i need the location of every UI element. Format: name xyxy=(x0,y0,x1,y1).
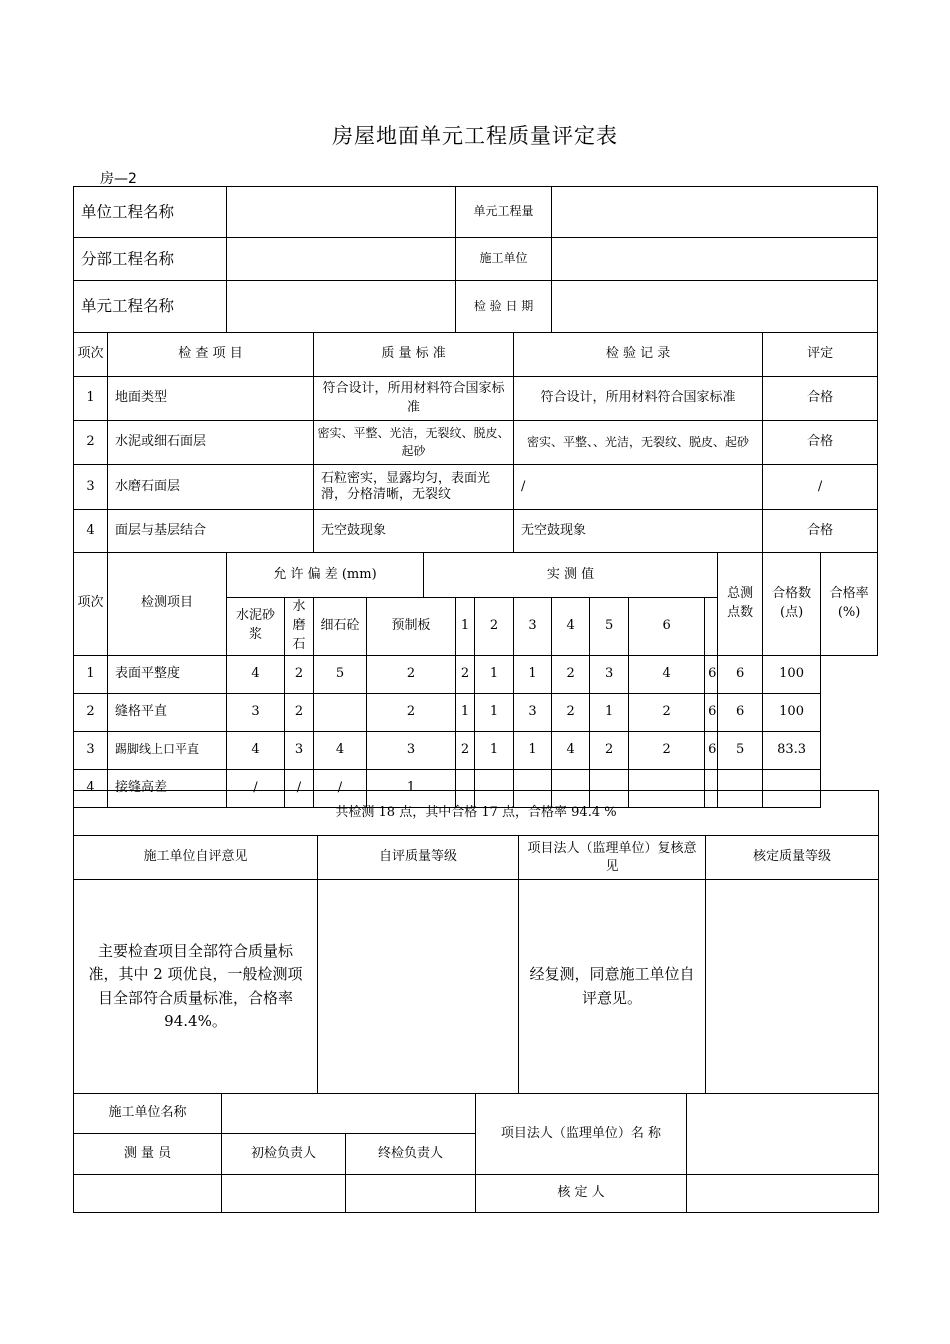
row-no: 2 xyxy=(74,693,108,731)
opinion-content-row xyxy=(74,880,879,1094)
summary-row xyxy=(74,791,879,836)
self-eval-text[interactable]: 主要检查项目全部符合质量标准，其中 2 项优良，一般检测项目全部符合质量标准，合格率 94.4%。 xyxy=(74,880,318,1094)
tol-cell: 2 xyxy=(367,655,456,693)
value-cell[interactable]: 3 xyxy=(514,693,552,731)
meas-col-header: 1 xyxy=(456,598,475,656)
pass-rate-header: 合格率(%) xyxy=(821,553,878,656)
unit-eng-qty-label: 单元工程量 xyxy=(456,187,552,238)
tol-col-header: 水泥砂浆 xyxy=(227,598,285,656)
initial-inspector-label: 初检负责人 xyxy=(222,1134,346,1175)
header-row-2 xyxy=(74,238,878,281)
col-rating-header: 评定 xyxy=(763,333,878,377)
contractor-name-label: 施工单位名称 xyxy=(74,1094,222,1134)
value-cell[interactable]: 1 xyxy=(456,693,475,731)
tol-col-header: 预制板 xyxy=(367,598,456,656)
tol-cell: 3 xyxy=(227,693,285,731)
tol-cell xyxy=(314,693,367,731)
measure-row xyxy=(74,731,878,769)
total-points-header: 总测点数 xyxy=(718,553,763,656)
sign-row-3 xyxy=(74,1175,879,1213)
row-record[interactable]: 符合设计，所用材料符合国家标准 xyxy=(514,377,763,421)
row-standard: 符合设计，所用材料符合国家标准 xyxy=(314,377,514,421)
tol-cell: 1 xyxy=(367,769,456,807)
value-cell[interactable]: 1 xyxy=(514,731,552,769)
meas-col-header: 4 xyxy=(552,598,590,656)
rate-cell[interactable]: 100 xyxy=(763,693,821,731)
measure-header-1 xyxy=(74,553,878,598)
row-rating[interactable]: 合格 xyxy=(763,377,878,421)
header-row-3 xyxy=(74,281,878,333)
self-grade-text[interactable] xyxy=(318,880,519,1094)
pass-cell[interactable]: 6 xyxy=(718,655,763,693)
sub-project-value[interactable] xyxy=(227,238,456,281)
form-code: 房—2 xyxy=(100,171,137,187)
review-text[interactable]: 经复测，同意施工单位自评意见。 xyxy=(519,880,706,1094)
self-eval-label: 施工单位自评意见 xyxy=(74,836,318,880)
col-no-header: 项次 xyxy=(74,333,108,377)
main-check-row xyxy=(74,421,878,465)
meas-col-header: 2 xyxy=(475,598,514,656)
row-rating[interactable]: 合格 xyxy=(763,510,878,553)
value-cell[interactable]: 1 xyxy=(475,731,514,769)
row-no: 1 xyxy=(74,377,108,421)
sub-project-label: 分部工程名称 xyxy=(74,238,227,281)
element-project-label: 单元工程名称 xyxy=(74,281,227,333)
tol-cell: 4 xyxy=(227,655,285,693)
value-cell[interactable]: 1 xyxy=(475,655,514,693)
value-cell[interactable]: 2 xyxy=(456,731,475,769)
inspect-date-value[interactable] xyxy=(552,281,878,333)
row-item: 缝格平直 xyxy=(108,693,227,731)
verifier-signature[interactable] xyxy=(687,1175,879,1213)
row-item: 接缝高差 xyxy=(108,769,227,807)
rate-cell[interactable]: 83.3 xyxy=(763,731,821,769)
main-check-row xyxy=(74,377,878,421)
unit-project-value[interactable] xyxy=(227,187,456,238)
final-inspector-signature[interactable] xyxy=(346,1175,476,1213)
review-label: 项目法人（监理单位）复核意见 xyxy=(519,836,706,880)
value-cell[interactable]: 2 xyxy=(629,731,705,769)
header-row-1 xyxy=(74,187,878,238)
value-cell[interactable]: 2 xyxy=(552,693,590,731)
value-cell[interactable]: 1 xyxy=(590,693,629,731)
main-check-row xyxy=(74,510,878,553)
row-no: 1 xyxy=(74,655,108,693)
measure-row xyxy=(74,693,878,731)
tol-cell: 2 xyxy=(285,655,314,693)
tol-cell: 2 xyxy=(367,693,456,731)
value-cell[interactable]: 4 xyxy=(552,731,590,769)
initial-inspector-signature[interactable] xyxy=(222,1175,346,1213)
element-project-value[interactable] xyxy=(227,281,456,333)
total-cell[interactable]: 6 xyxy=(705,655,718,693)
surveyor-label: 测 量 员 xyxy=(74,1134,222,1175)
row-record[interactable]: 无空鼓现象 xyxy=(514,510,763,553)
tolerance-header: 允 许 偏 差 (mm) xyxy=(227,553,424,598)
row-standard: 石粒密实，显露均匀，表面光滑，分格清晰，无裂纹 xyxy=(314,465,514,510)
sign-table xyxy=(73,1093,879,1213)
contractor-name-value[interactable] xyxy=(222,1094,476,1134)
tol-col-header: 细石砼 xyxy=(314,598,367,656)
tol-cell: 4 xyxy=(227,731,285,769)
pass-points-header: 合格数(点) xyxy=(763,553,821,656)
total-cell[interactable]: 6 xyxy=(705,731,718,769)
row-no: 4 xyxy=(74,769,108,807)
tol-cell: 4 xyxy=(314,731,367,769)
owner-name-value[interactable] xyxy=(687,1094,879,1175)
col-record-header: 检 验 记 录 xyxy=(514,333,763,377)
inspect-date-label: 检 验 日 期 xyxy=(456,281,552,333)
final-grade-text[interactable] xyxy=(706,880,879,1094)
value-cell[interactable]: 2 xyxy=(552,655,590,693)
row-standard: 密实、平整、光洁，无裂纹、脱皮、起砂 xyxy=(314,421,514,465)
contractor-label: 施工单位 xyxy=(456,238,552,281)
measure-item-header: 检测项目 xyxy=(108,553,227,656)
opinion-table xyxy=(73,790,879,1094)
final-grade-label: 核定质量等级 xyxy=(706,836,879,880)
self-grade-label: 自评质量等级 xyxy=(318,836,519,880)
col-item-header: 检 查 项 目 xyxy=(108,333,314,377)
value-cell[interactable]: 4 xyxy=(629,655,705,693)
unit-project-label: 单位工程名称 xyxy=(74,187,227,238)
pass-cell[interactable]: 5 xyxy=(718,731,763,769)
meas-col-header: 3 xyxy=(514,598,552,656)
row-item: 水泥或细石面层 xyxy=(108,421,314,465)
row-rating[interactable]: 合格 xyxy=(763,421,878,465)
main-check-header xyxy=(74,333,878,377)
row-item: 踢脚线上口平直 xyxy=(108,731,227,769)
meas-col-header: 6 xyxy=(629,598,705,656)
page-title: 房屋地面单元工程质量评定表 xyxy=(332,124,618,148)
value-cell[interactable]: 3 xyxy=(590,655,629,693)
total-cell[interactable]: 6 xyxy=(705,693,718,731)
summary-text: 共检测 18 点，其中合格 17 点，合格率 94.4 % xyxy=(74,791,879,836)
main-check-row xyxy=(74,465,878,510)
tol-cell: 3 xyxy=(367,731,456,769)
col-standard-header: 质 量 标 准 xyxy=(314,333,514,377)
row-item: 表面平整度 xyxy=(108,655,227,693)
tol-cell: 2 xyxy=(285,693,314,731)
tol-cell: / xyxy=(314,769,367,807)
row-record[interactable]: 密实、平整、、光洁，无裂纹、脱皮、起砂 xyxy=(514,421,763,465)
value-cell[interactable]: 2 xyxy=(629,693,705,731)
value-cell[interactable]: 2 xyxy=(590,731,629,769)
row-record[interactable]: / xyxy=(514,465,763,510)
surveyor-signature[interactable] xyxy=(74,1175,222,1213)
final-inspector-label: 终检负责人 xyxy=(346,1134,476,1175)
row-no: 3 xyxy=(74,731,108,769)
quality-table xyxy=(73,186,878,808)
row-no: 2 xyxy=(74,421,108,465)
meas-col-header: 5 xyxy=(590,598,629,656)
tol-cell: 3 xyxy=(285,731,314,769)
tol-cell: / xyxy=(227,769,285,807)
measure-no-header: 项次 xyxy=(74,553,108,656)
row-item: 地面类型 xyxy=(108,377,314,421)
pass-cell[interactable]: 6 xyxy=(718,693,763,731)
tol-cell: / xyxy=(285,769,314,807)
row-rating[interactable]: / xyxy=(763,465,878,510)
rate-cell[interactable]: 100 xyxy=(763,655,821,693)
tol-cell: 5 xyxy=(314,655,367,693)
measure-row xyxy=(74,655,878,693)
row-no: 3 xyxy=(74,465,108,510)
owner-name-label: 项目法人（监理单位）名 称 xyxy=(476,1094,687,1175)
measured-header: 实 测 值 xyxy=(424,553,718,598)
opinion-header-row xyxy=(74,836,879,880)
row-item: 水磨石面层 xyxy=(108,465,314,510)
value-cell[interactable]: 1 xyxy=(514,655,552,693)
unit-eng-qty-value[interactable] xyxy=(552,187,878,238)
value-cell[interactable]: 2 xyxy=(456,655,475,693)
verifier-label: 核 定 人 xyxy=(476,1175,687,1213)
sign-row-1 xyxy=(74,1094,879,1134)
value-cell[interactable]: 1 xyxy=(475,693,514,731)
tol-col-header: 水磨石 xyxy=(285,598,314,656)
row-no: 4 xyxy=(74,510,108,553)
row-item: 面层与基层结合 xyxy=(108,510,314,553)
row-standard: 无空鼓现象 xyxy=(314,510,514,553)
contractor-value[interactable] xyxy=(552,238,878,281)
